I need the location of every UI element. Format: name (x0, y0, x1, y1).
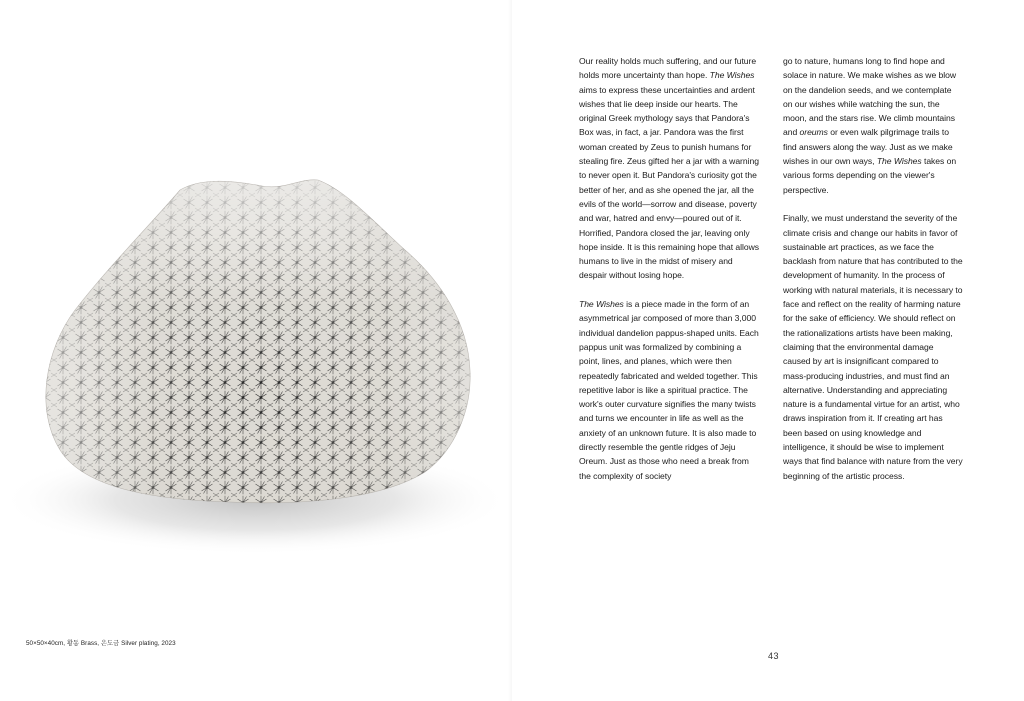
paragraph: Finally, we must understand the severity of the climate crisis and change our habits in favor of sustainable art practices, as we face the backlash from nature that has contributed to the development of humanity. In the process of working with natural materials, it is necessary to face and reflect on the reality of harming nature for the sake of efficiency. We should reflect on the rationalizations artists have been making, claiming that the environmental damage caused by art is insignificant compared to mass-producing industries, and must find an alternative. Understanding and appreciating nature is a fundamental virtue for an artist, who draws inspiration from it. If creating art has been based on using knowledge and intelligence, it should be wise to implement ways that find balance with nature from the very beginning of the artistic process. (783, 213, 963, 481)
paragraph: The Wishes is a piece made in the form of an asymmetrical jar composed of more than 3,000 individual dandelion pappus-shaped units. Each pappus unit was formalized by combining a point, lines, and planes, which were then repeatedly fabricated and welded together. This repetitive labor is like a spiritual practice. The work's outer curvature signifies the many twists and turns we encounter in life as well as the anxiety of an unknown future. It is also made to directly resemble the gentle ridges of Jeju Oreum. Just as those who need a break from the complexity of society (579, 299, 759, 481)
artwork-caption: 50×50×40cm, 황동 Brass, 은도금 Silver plating, 2023 (26, 640, 176, 647)
paragraph: go to nature, humans long to find hope and solace in nature. We make wishes as we blow on the dandelion seeds, and we contemplate on our wishes while watching the sun, the moon, and the stars rise. We climb mountains and oreums or even walk pilgrimage trails to find answers along the way. Just as we make wishes in our own ways, The Wishes takes on various forms depending on the viewer's perspective. (783, 56, 957, 195)
artwork-dandelion-jar (0, 150, 512, 590)
page-number: 43 (768, 651, 780, 661)
text-column-2 (783, 54, 963, 497)
paragraph: Our reality holds much suffering, and our future holds more uncertainty than hope. The Wishes aims to express these uncertainties and ardent wishes that lie deep inside our hearts. The original Greek mythology says that Pandora's Box was, in fact, a jar. Pandora was the first woman created by Zeus to punish humans for stealing fire. Zeus gifted her a jar with a warning to never open it. But Pandora's curiosity got the better of her, and as she opened the jar, all the evils of the world—sorrow and disease, poverty and war, hatred and envy—poured out of it. Horrified, Pandora closed the jar, leaving only hope inside. It is this remaining hope that allows humans to live in the midst of misery and despair without losing hope. (579, 56, 759, 281)
text-column-1 (579, 54, 759, 497)
